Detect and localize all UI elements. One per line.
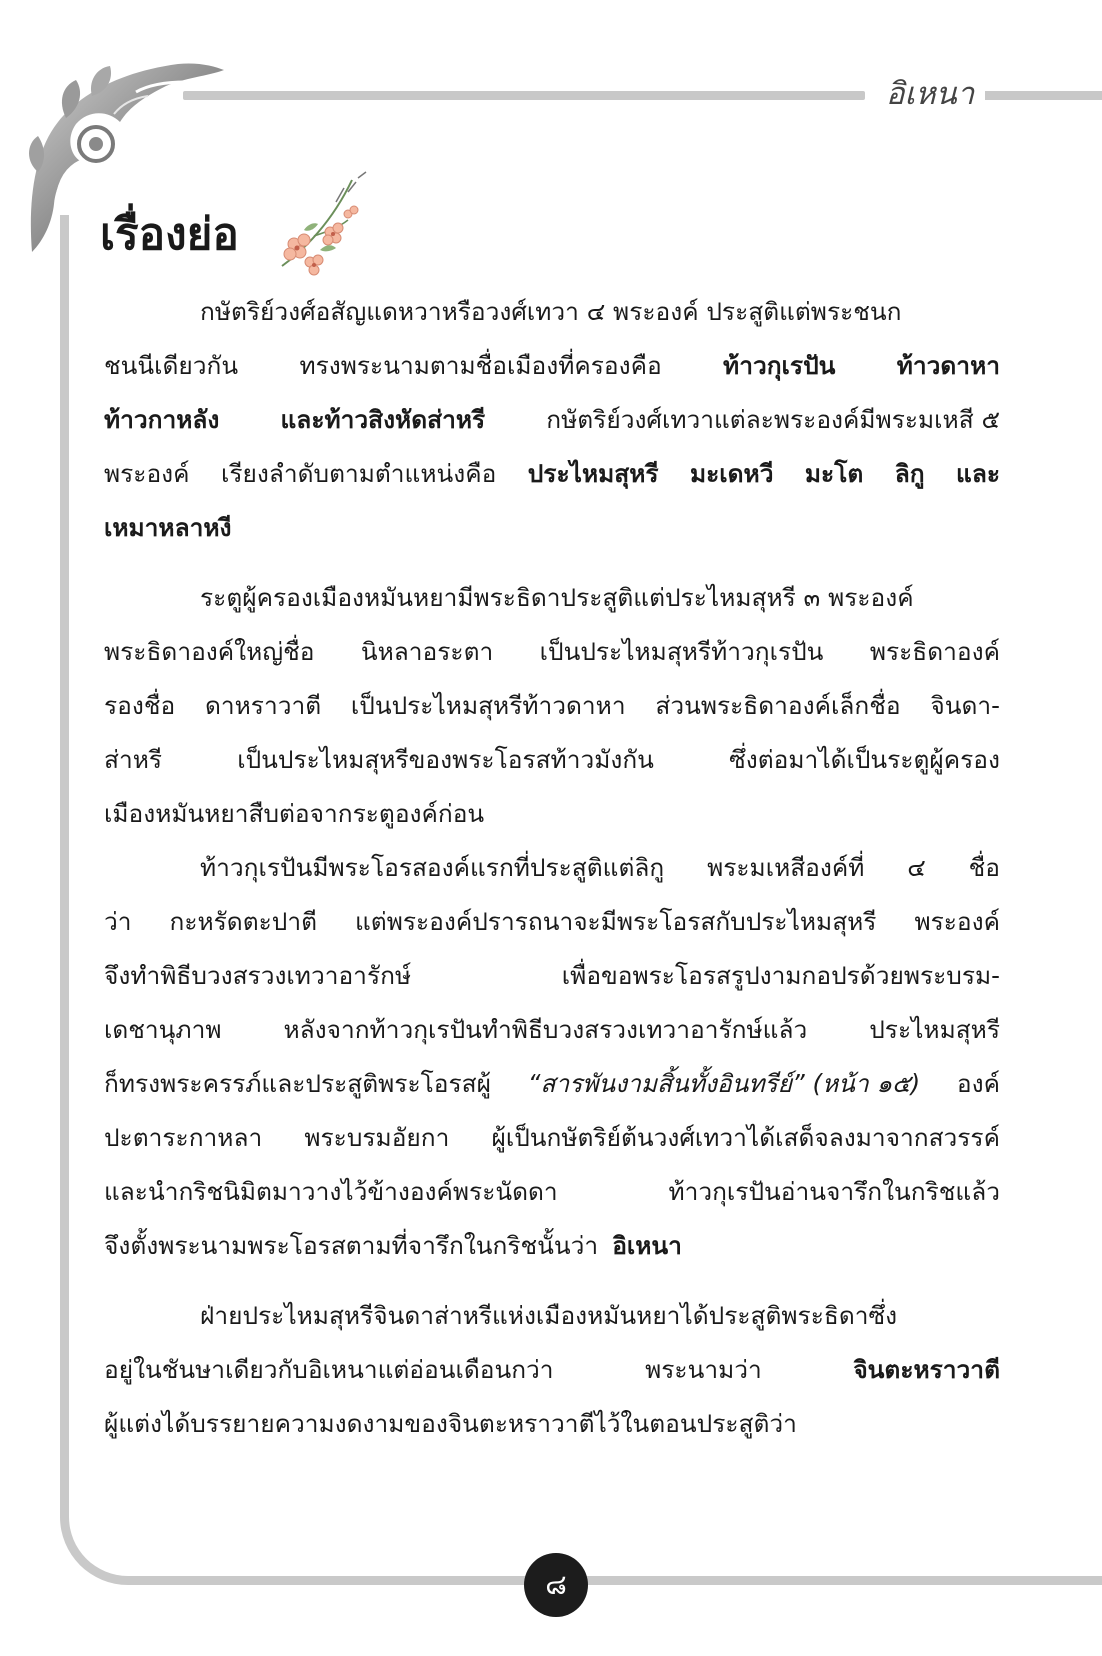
text-segment: ประไหมสุหรี: [869, 1015, 1000, 1044]
text-segment: เป็นประไหมสุหรีของพระโอรสท้าวมังกัน: [237, 745, 654, 774]
text-segment: ผู้แต่งได้บรรยายความงดงามของจินตะหราวาตีไว้ในตอนประสูติว่า: [104, 1409, 797, 1438]
text-segment: รองชื่อ: [104, 691, 176, 720]
text-line: [104, 625, 1000, 679]
text-line: [104, 501, 1000, 555]
text-segment: ลิกู: [894, 459, 925, 488]
text-segment: จึงตั้งพระนามพระโอรสตามที่จารึกในกริชนั้นว่า: [104, 1231, 599, 1260]
text-segment: ท้าวกุเรปัน: [723, 351, 836, 380]
text-segment: เมืองหมันหยาสืบต่อจากระตูองค์ก่อน: [104, 799, 485, 828]
text-segment: ก็ทรงพระครรภ์และประสูติพระโอรสผู้: [104, 1069, 491, 1098]
text-segment: เป็นประไหมสุหรีท้าวกุเรปัน: [539, 637, 824, 666]
text-line: [104, 1397, 1000, 1451]
text-segment: ชนนีเดียวกัน: [104, 351, 239, 380]
text-segment: ทรงพระนามตามชื่อเมืองที่ครองคือ: [299, 351, 662, 380]
text-segment: ผู้เป็นกษัตริย์ต้นวงศ์เทวาได้เสด็จลงมาจากสวรรค์: [491, 1123, 1000, 1152]
header-rule-right: [985, 91, 1102, 100]
text-segment: จินตะหราวาตี: [853, 1355, 1000, 1384]
text-line: [104, 1003, 1000, 1057]
text-line: [104, 679, 1000, 733]
body-text: [104, 285, 1000, 1451]
text-segment: องค์: [956, 1069, 1000, 1098]
text-line: [104, 1289, 1000, 1343]
text-segment: มะเดหวี: [689, 459, 774, 488]
text-line: [104, 393, 1000, 447]
text-segment: และ: [956, 459, 1000, 488]
text-segment: เหมาหลาหงี: [104, 513, 232, 542]
text-segment: เพื่อขอพระโอรสรูปงามกอปรด้วยพระบรม-: [561, 961, 1000, 990]
text-segment: ประไหมสุหรี: [527, 459, 659, 488]
text-segment: ชื่อ: [968, 853, 1000, 882]
text-segment: พระมเหสีองค์ที่: [707, 853, 865, 882]
paragraph-container: [104, 285, 1000, 1451]
text-line: [104, 447, 1000, 501]
section-title: เรื่องย่อ: [100, 209, 239, 260]
text-segment: กษัตริย์วงศ์อสัญแดหวาหรือวงศ์เทวา ๔ พระองค์ ประสูติแต่พระชนก: [200, 297, 902, 326]
text-segment: อยู่ในชันษาเดียวกับอิเหนาแต่อ่อนเดือนกว่า: [104, 1355, 554, 1384]
text-segment: กษัตริย์วงศ์เทวาแต่ละพระองค์มีพระมเหสี ๕: [546, 405, 1000, 434]
text-line: [104, 1111, 1000, 1165]
text-line: [104, 787, 1000, 841]
text-segment: ดาหราวาตี: [204, 691, 322, 720]
text-segment: ท้าวกุเรปันอ่านจารึกในกริชแล้ว: [668, 1177, 1000, 1206]
text-segment: ระตูผู้ครองเมืองหมันหยามีพระธิดาประสูติแต่ประไหมสุหรี ๓ พระองค์: [200, 583, 914, 612]
text-segment: กะหรัดตะปาตี: [169, 907, 318, 936]
text-segment: “สารพันงามสิ้นทั้งอินทรีย์” (หน้า ๑๕): [527, 1069, 921, 1098]
text-segment: พระบรมอัยกา: [304, 1123, 450, 1152]
text-segment: พระธิดาองค์ใหญ่ชื่อ: [104, 637, 315, 666]
text-segment: จึงทำพิธีบวงสรวงเทวาอารักษ์: [104, 961, 412, 990]
text-line: [104, 1165, 1000, 1219]
text-segment: และท้าวสิงหัดส่าหรี: [280, 405, 486, 434]
text-segment: แต่พระองค์ปรารถนาจะมีพระโอรสกับประไหมสุหรี: [355, 907, 877, 936]
text-segment: นิหลาอระตา: [360, 637, 494, 666]
text-segment: ส่าหรี: [104, 745, 163, 774]
text-segment: มะโต: [804, 459, 864, 488]
text-line: [104, 895, 1000, 949]
text-segment: ท้าวกาหลัง: [104, 405, 220, 434]
text-segment: และนำกริชนิมิตมาวางไว้ข้างองค์พระนัดดา: [104, 1177, 558, 1206]
text-segment: ซึ่งต่อมาได้เป็นระตูผู้ครอง: [729, 745, 1000, 774]
text-segment: จินดา-: [930, 691, 1000, 720]
text-line: [104, 949, 1000, 1003]
header-book-title: อิเหนา: [885, 76, 975, 112]
text-segment: ว่า: [104, 907, 132, 936]
text-line: [104, 339, 1000, 393]
text-line: [104, 841, 1000, 895]
text-segment: เรียงลำดับตามตำแหน่งคือ: [220, 459, 497, 488]
text-segment: พระธิดาองค์: [869, 637, 1000, 666]
text-segment: เป็นประไหมสุหรีท้าวดาหา: [350, 691, 626, 720]
text-segment: อิเหนา: [612, 1231, 682, 1260]
text-line: [104, 1057, 1000, 1111]
page-number: ๘: [524, 1553, 588, 1617]
text-segment: เดชานุภาพ: [104, 1015, 222, 1044]
header-rule: [183, 91, 865, 100]
text-segment: ๔: [907, 853, 926, 882]
text-segment: หลังจากท้าวกุเรปันทำพิธีบวงสรวงเทวาอารักษ์แล้ว: [283, 1015, 808, 1044]
text-segment: ฝ่ายประไหมสุหรีจินดาส่าหรีแห่งเมืองหมันหยาได้ประสูติพระธิดาซึ่ง: [200, 1301, 898, 1330]
text-segment: พระองค์: [914, 907, 1000, 936]
text-line: [104, 1219, 1000, 1273]
text-segment: พระองค์: [104, 459, 190, 488]
text-line: [104, 285, 1000, 339]
text-line: [104, 571, 1000, 625]
text-segment: ปะตาระกาหลา: [104, 1123, 263, 1152]
text-segment: พระนามว่า: [645, 1355, 762, 1384]
flower-branch-icon: [274, 170, 384, 280]
text-segment: ส่วนพระธิดาองค์เล็กชื่อ: [655, 691, 901, 720]
text-line: [104, 733, 1000, 787]
text-line: [104, 1343, 1000, 1397]
text-segment: ท้าวดาหา: [896, 351, 1000, 380]
text-segment: ท้าวกุเรปันมีพระโอรสองค์แรกที่ประสูติแต่ลิกู: [200, 853, 665, 882]
